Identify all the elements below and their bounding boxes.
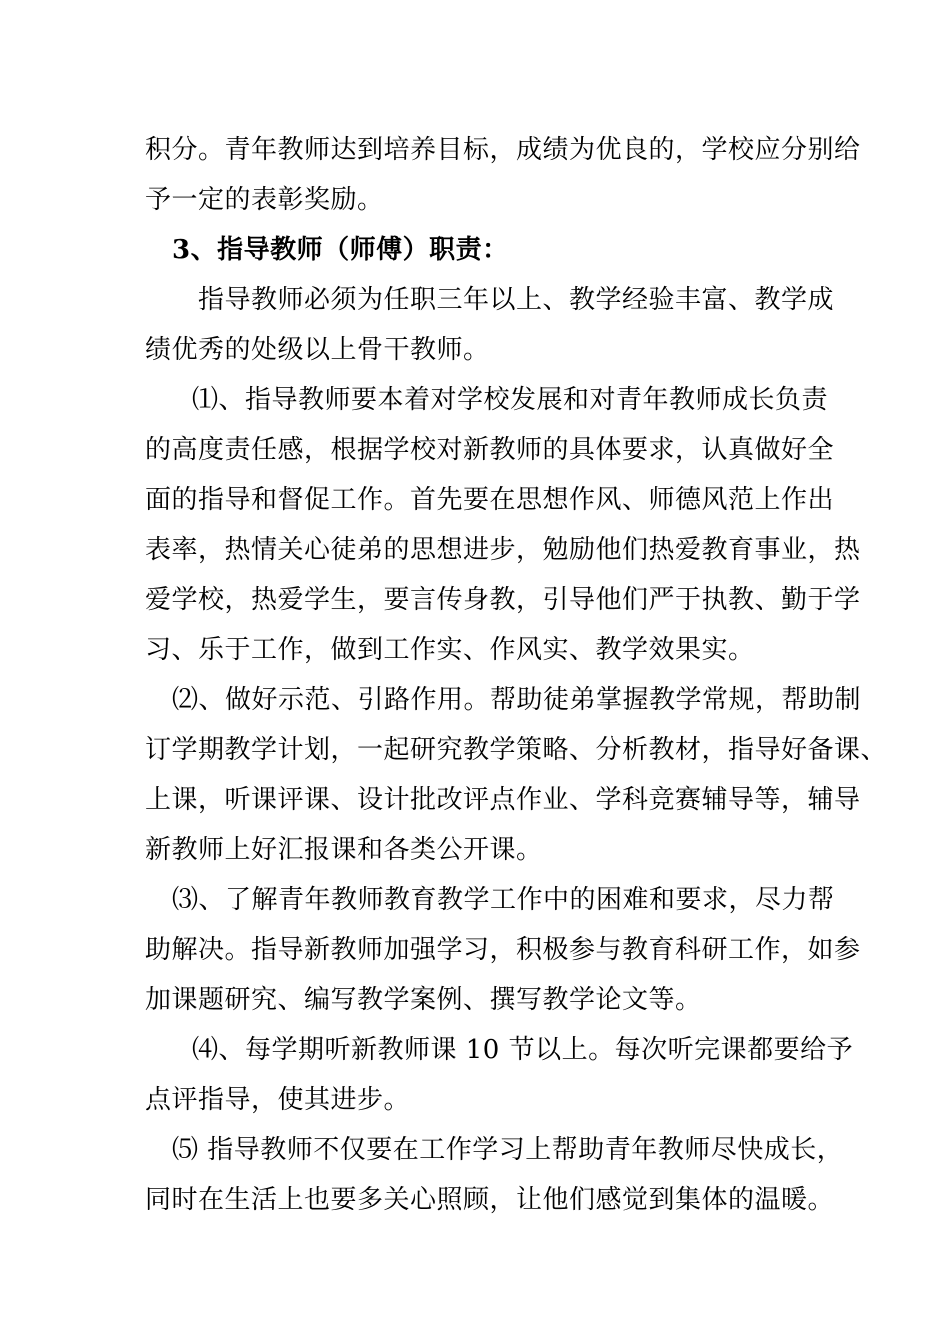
text-line-7: 的高度责任感，根据学校对新教师的具体要求，认真做好全 [145, 435, 835, 465]
text-line-14: 上课，听课评课、设计批改评点作业、学科竞赛辅导等，辅导 [145, 785, 861, 815]
text-line-5: 绩优秀的处级以上骨干教师。 [145, 335, 490, 365]
text-line-18: 加课题研究、编写教学案例、撰写教学论文等。 [145, 985, 702, 1015]
text-line-16: ⑶、了解青年教师教育教学工作中的困难和要求，尽力帮 [172, 885, 835, 915]
text-line-9: 表率，热情关心徒弟的思想进步，勉励他们热爱教育事业，热 [145, 535, 861, 565]
text-line-6: ⑴、指导教师要本着对学校发展和对青年教师成长负责 [192, 385, 829, 415]
text-line-17: 助解决。指导新教师加强学习，积极参与教育科研工作，如参 [145, 935, 861, 965]
text-line-20: 点评指导，使其进步。 [145, 1085, 411, 1115]
text-line-21: ⑸ 指导教师不仅要在工作学习上帮助青年教师尽快成长， [172, 1135, 844, 1165]
text-line-19: ⑷、每学期听新教师课 10 节以上。每次听完课都要给予 [192, 1035, 854, 1065]
section-heading: 3、指导教师（师傅）职责： [172, 235, 509, 265]
text-line-22: 同时在生活上也要多关心照顾，让他们感觉到集体的温暖。 [145, 1185, 835, 1215]
text-line-4: 指导教师必须为任职三年以上、教学经验丰富、教学成 [198, 285, 835, 315]
text-line-2: 予一定的表彰奖励。 [145, 185, 384, 215]
text-line-15: 新教师上好汇报课和各类公开课。 [145, 835, 543, 865]
text-line-8: 面的指导和督促工作。首先要在思想作风、师德风范上作出 [145, 485, 835, 515]
text-line-12: ⑵、做好示范、引路作用。帮助徒弟掌握教学常规，帮助制 [172, 685, 862, 715]
text-line-11: 习、乐于工作，做到工作实、作风实、教学效果实。 [145, 635, 755, 665]
text-line-13: 订学期教学计划，一起研究教学策略、分析教材，指导好备课、 [145, 735, 888, 765]
text-line-10: 爱学校，热爱学生，要言传身教，引导他们严于执教、勤于学 [145, 585, 861, 615]
text-line-1: 积分。青年教师达到培养目标，成绩为优良的，学校应分别给 [145, 135, 861, 165]
